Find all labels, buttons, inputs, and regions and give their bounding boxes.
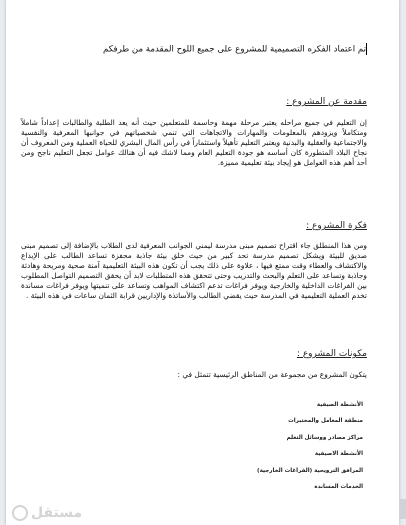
text-cursor xyxy=(366,43,367,55)
page-edge-marker xyxy=(400,499,406,519)
list-item: مراكز مصادر ووسائل التعلم xyxy=(286,434,363,441)
list-item: الأنشطة الصيفية xyxy=(316,402,363,408)
approval-statement-text: تم اعتماد الفكره التصميمية للمشروع على جميع اللوح المقدمة من طرفكم xyxy=(103,44,366,55)
watermark-logo-icon xyxy=(12,505,28,521)
section-body-idea: ومن هذا المنطلق جاء اقتراح تصميم مبنى مدرسة ليمني الجوانب المعرفية لدى الطلاب بالإضافة إلى تصميم مبنى صديق للبيئة ويشكل تصميم مدرسة تحد كبير من حيث خلق بيئة جاذبة محفزة تساعد الطالب على الإبداع والاكتشاف والعطاء وقت ممتع فيها ، علاوة على ذلك يجب أن تكون هذه البيئة التعليمية آمنة صحية ومريحة وهادئة وجاذبة وتساعد على التعلم والبحث والتدريب وحتى تتحقق هذه المتطلبات لابد أن يحقق التصميم التواصل المطلوب بين الفراغات الداخلية والخارجية ويوفر فراغات تدعم اكتشاف المواهب وتساعد على تنميتها ويوفر فراغات مساندة تخدم العملية التعليمية في المدرسة حيث يقضي الطالب والأساتذة والإداريين قرابة الثمان ساعات في هذه البيئة . xyxy=(21,241,367,300)
section-body-components: يتكون المشروع من مجموعة من المناطق الرئيسية تتمثل في : xyxy=(177,370,367,379)
section-title-introduction: مقدمة عن المشروع : xyxy=(286,97,367,107)
watermark-text: مستقل xyxy=(31,505,83,521)
section-title-components: مكونات المشروع : xyxy=(296,349,367,359)
approval-statement[interactable] xyxy=(19,43,369,55)
list-item: الأنشطة الاصيفية xyxy=(314,451,363,458)
list-item: منطقة المعامل والمختبرات xyxy=(288,418,363,425)
components-list xyxy=(103,397,363,495)
document-page xyxy=(6,0,399,525)
watermark xyxy=(12,505,82,521)
section-body-introduction: إن التعليم في جميع مراحله يعتبر مرحلة مهمة وحاسمة للمتعلمين حيث أنه يعد الطلبة والطالبات إعداداً شاملاً ومتكاملاً ويزودهم بالمعلومات والمهارات والاتجاهات التي تنمي شخصياتهم في جوانبها المعرفية والنفسية والاجتماعية والعقلية والبدنية ويعتبر التعليم تأهيلاً واستثماراً في رأس المال البشري للحياة العملية ومن المعروف أن نجاح البلاد المتطورة كان أساسه هو جودة التعليم العام ومما لاشك فيه أن هنالك عوامل تجعل التعليم ناجح ومن أحد أهم هذه العوامل هو إيجاد بيئة تعليمية مميزة. xyxy=(21,118,367,167)
list-item: المرافق الترويحية (الفراغات الخارجية) xyxy=(257,467,363,474)
list-item: الخدمات المساندة xyxy=(314,483,363,490)
section-title-idea: فكرة المشروع : xyxy=(306,221,367,231)
